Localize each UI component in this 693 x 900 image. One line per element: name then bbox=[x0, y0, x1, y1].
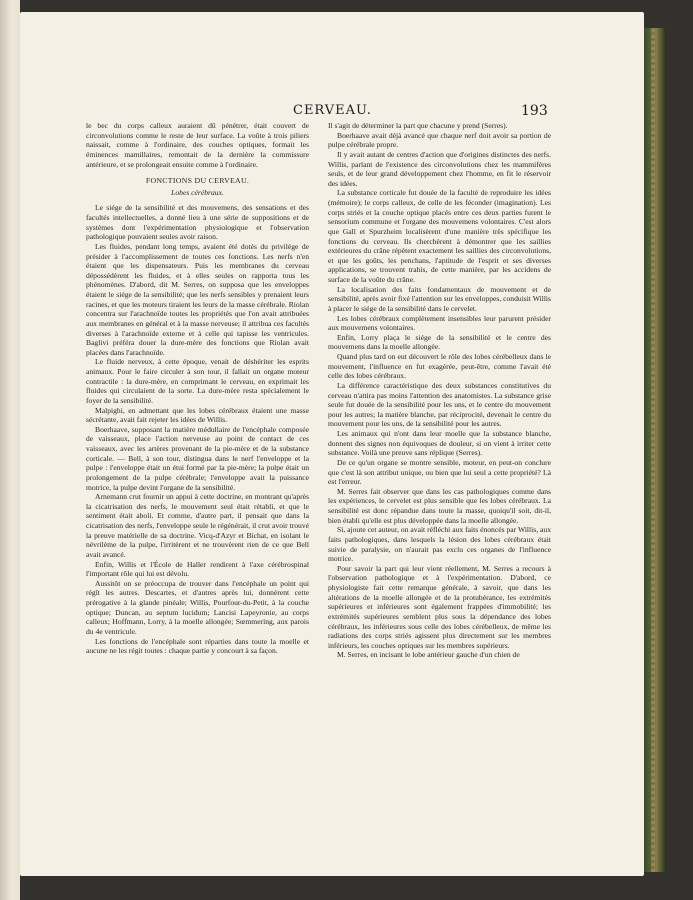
paragraph: M. Serres fait observer que dans les cas pathologiques comme dans les expériences, le cervelet est plus sensible que les lobes cérébraux. La sensibilité est donc répandue dans toute la masse, quoiqu'il soit, dit-il, bien établi qu'elle est plus développée dans la moelle allongée. bbox=[328, 486, 551, 525]
section-title: FONCTIONS DU CERVEAU. bbox=[145, 176, 250, 186]
paragraph: Le siége de la sensibilité et des mouvemens, des sensations et des facultés intellectuelles, a donné lieu à une série de suppositions et de systèmes dont l'expérimentation physiologique et l'observation pathologique pouvaient seules avoir raison. bbox=[86, 203, 309, 242]
paragraph: La localisation des faits fondamentaux de mouvement et de sensibilité, après avoir fixé l'attention sur les enveloppes, conduisit Willis à placer le siége de la sensibilité dans le cervelet. bbox=[328, 284, 551, 313]
paragraph: Arnemann crut fournir un appui à cette doctrine, en montrant qu'après la cicatrisation des nerfs, le mouvement seul était rétabli, et que le sentiment était aboli. Et comme, d'autre part, il pensait que dans la cicatrisation des nerfs, l'enveloppe seule le régénérait, il crut avoir trouvé la preuve matérielle de sa doctrine. Vicq-d'Azyr et Bichat, en isolant le névrilème de la pulpe, l'irritèrent et ne trouvèrent rien de ce que Bell avait avancé. bbox=[86, 492, 309, 559]
paragraph: Malpighi, en admettant que les lobes cérébraux étaient une masse sécrétante, avait fait rejeter les idées de Willis. bbox=[86, 405, 309, 425]
paragraph: La différence caractéristique des deux substances constitutives du cerveau n'attira pas moins l'attention des anatomistes. La substance grise seule fut douée de la sensibilité pour les uns, et le centre du mouvement pour les autres; la matière blanche, par réciprocité, devenait le centre du mouvement pour les uns, de la sensibilité pour les autres. bbox=[328, 380, 551, 429]
page-number: 193 bbox=[521, 103, 548, 119]
paragraph: Quand plus tard on eut découvert le rôle des lobes cérébelleux dans le mouvement, l'influence en fut exagérée, peut-être, comme l'avait été celle des lobes cérébraux. bbox=[328, 352, 551, 381]
paragraph: Enfin, Willis et l'École de Haller rendirent à l'axe cérébrospinal l'important rôle qui lui est dévolu. bbox=[86, 559, 309, 579]
right-text-column bbox=[328, 121, 551, 660]
paragraph: Le fluide nerveux, à cette époque, venait de déshériter les esprits animaux. Pour le faire circuler à son tour, il fallait un organe moteur contractile : la dure-mère, en comprimant le cerveau, en exprimait les fluides qui circulaient de la sorte. La dure-mère resta spécialement le foyer de la sensibilité. bbox=[86, 357, 309, 405]
paragraph: Enfin, Lorry plaça le siége de la sensibilité et le centre des mouvemens dans la moelle allongée. bbox=[328, 332, 551, 352]
paragraph: Boerhaave avait déjà avancé que chaque nerf doit avoir sa portion de pulpe cérébrale propre. bbox=[328, 130, 551, 150]
paragraph: La substance corticale fut douée de la faculté de reproduire les idées (mémoire); le corps calleux, de celle de les féconder (imagination). Les corps striés et la couche optique placés entre ces deux parties furent le sensorium commune et l'organe des mouvemens volontaires. C'est alors que Gall et Spurzheim localisèrent d'une manière très spécifique les fonctions du cerveau. Ils cherchèrent à démontrer que les saillies extérieures du crâne répètent exactement les saillies des circonvolutions, et que les goûts, les penchans, l'aptitude de l'esprit et ses diverses applications, se trouvent trahis, de cette manière, par les accidens de surface de la voûte du crâne. bbox=[328, 188, 551, 284]
running-header-title: CERVEAU. bbox=[293, 103, 372, 118]
left-text-column bbox=[86, 121, 309, 656]
book-spine-decoration bbox=[651, 28, 655, 872]
paragraph: M. Serres, en incisant le lobe antérieur gauche d'un chien de bbox=[337, 650, 520, 660]
paragraph: Les fonctions de l'encéphale sont réparties dans toute la moelle et aucune ne les régit toutes : chaque partie y concourt à sa façon. bbox=[86, 636, 309, 656]
paragraph: Pour savoir la part qui leur vient réellement, M. Serres a recours à l'observation pathologique et à l'expérimentation. D'abord, ce physiologiste fait cette remarque générale, à savoir, que dans les altérations de la moelle allongée et de la protubérance, les extrémités supérieures et inférieures sont également frappées d'immobilité; les extrémités supérieures semblent plus sous la dépendance des lobes cérébraux, les inférieures sous celle des lobes cérébelleux, de même les radiations des corps striés agissent plus directement sur les membres inférieurs, les couches optiques sur les membres supérieurs. bbox=[328, 563, 551, 650]
paragraph: Il s'agit de déterminer la part que chacune y prend (Serres). bbox=[328, 121, 508, 130]
paragraph: Les fluides, pendant long temps, avaient été dotés du privilége de présider à l'accomplissement de toutes ces fonctions. Les nerfs n'en étaient que les dispensateurs. Puis les membranes du cerveau dépossédèrent les fluides, et à elles seules on rapporta tous les phénomènes. D'abord, dit M. Serres, on supposa que les enveloppes étaient le siége de la sensibilité; que les nerfs sensibles y prenaient leurs racines, et que les moteurs tiraient les leurs de la masse cérébrale. Riolan concentra sur l'arachnoïde toutes les propriétés que l'on avait attribuées aux membranes en général et à la masse nerveuse; il attribua ces facultés diverses à l'arachnoïde externe et à celle qui tapisse les ventricules. Baglivi préféra douer la dure-mère des fonctions que Riolan avait placées dans l'arachnoïde. bbox=[86, 241, 309, 357]
book-left-edge bbox=[0, 0, 20, 900]
paragraph: Les animaux qui n'ont dans leur moelle que la substance blanche, donnent des signes non équivoques de douleur, si on vient à irriter cette substance. Voilà une preuve sans réplique (Serres). bbox=[328, 429, 551, 458]
section-subtitle: Lobes cérébraux. bbox=[171, 187, 224, 197]
paragraph: Aussitôt on se préoccupa de trouver dans l'encéphale un point qui régît les autres. Descartes, et d'autres après lui, donnèrent cette prérogative à la glande pinéale; Willis, Pourfour-du-Petit, à la couche optique; Duncan, au septum lucidum; Lancisi Lapeyronie, au corps calleux; Hoffmann, Lorry, à la moelle allongée; Sœmmering, aux parois du 4e ventricule. bbox=[86, 578, 309, 636]
paragraph: Si, ajoute cet auteur, on avait réfléchi aux faits énoncés par Willis, aux faits pathologiques, dans lesquels la lésion des lobes cérébraux était suivie de paralysie, on n'aurait pas exclu ces organes de l'influence motrice. bbox=[328, 525, 551, 564]
paragraph: Les lobes cérébraux complètement insensibles leur parurent présider aux mouvemens volontaires. bbox=[328, 313, 551, 333]
intro-paragraph: le bec du corps calleux auraient dû pénétrer, était couvert de circonvolutions comme le reste de leur surface. La voûte à trois piliers naissait, comme à l'ordinaire, des couches optiques, formait les éminences mamillaires, remontait de la dernière la commissure antérieure, et se prolongeait ensuite comme à l'ordinaire. bbox=[86, 121, 309, 169]
book-spine bbox=[644, 28, 666, 872]
paragraph: Boerhaave, supposant la matière médullaire de l'encéphale composée de vaisseaux, place l'action nerveuse au point de contact de ces vaisseaux, avec les artères provenant de la pie-mère et de la substance corticale. — Bell, à son tour, distingua dans le nerf l'enveloppe et la pulpe : l'enveloppe était un étui formé par la pie-mère; la pulpe était un prolongement de la pulpe cérébrale; l'enveloppe avait la puissance motrice, la pulpe devint l'organe de la sensibilité. bbox=[86, 424, 309, 492]
paragraph: De ce qu'un organe se montre sensible, moteur, en peut-on conclure que c'est là son attribut unique, ou bien que lui seul a cette propriété? Là est l'erreur. bbox=[328, 457, 551, 487]
paragraph: Il y avait autant de centres d'action que d'origines distinctes des nerfs. Willis, parlant de l'existence des circonvolutions chez les mammifères seuls, et de leur grand développement chez l'homme, en fit le réservoir des idées. bbox=[328, 149, 551, 188]
